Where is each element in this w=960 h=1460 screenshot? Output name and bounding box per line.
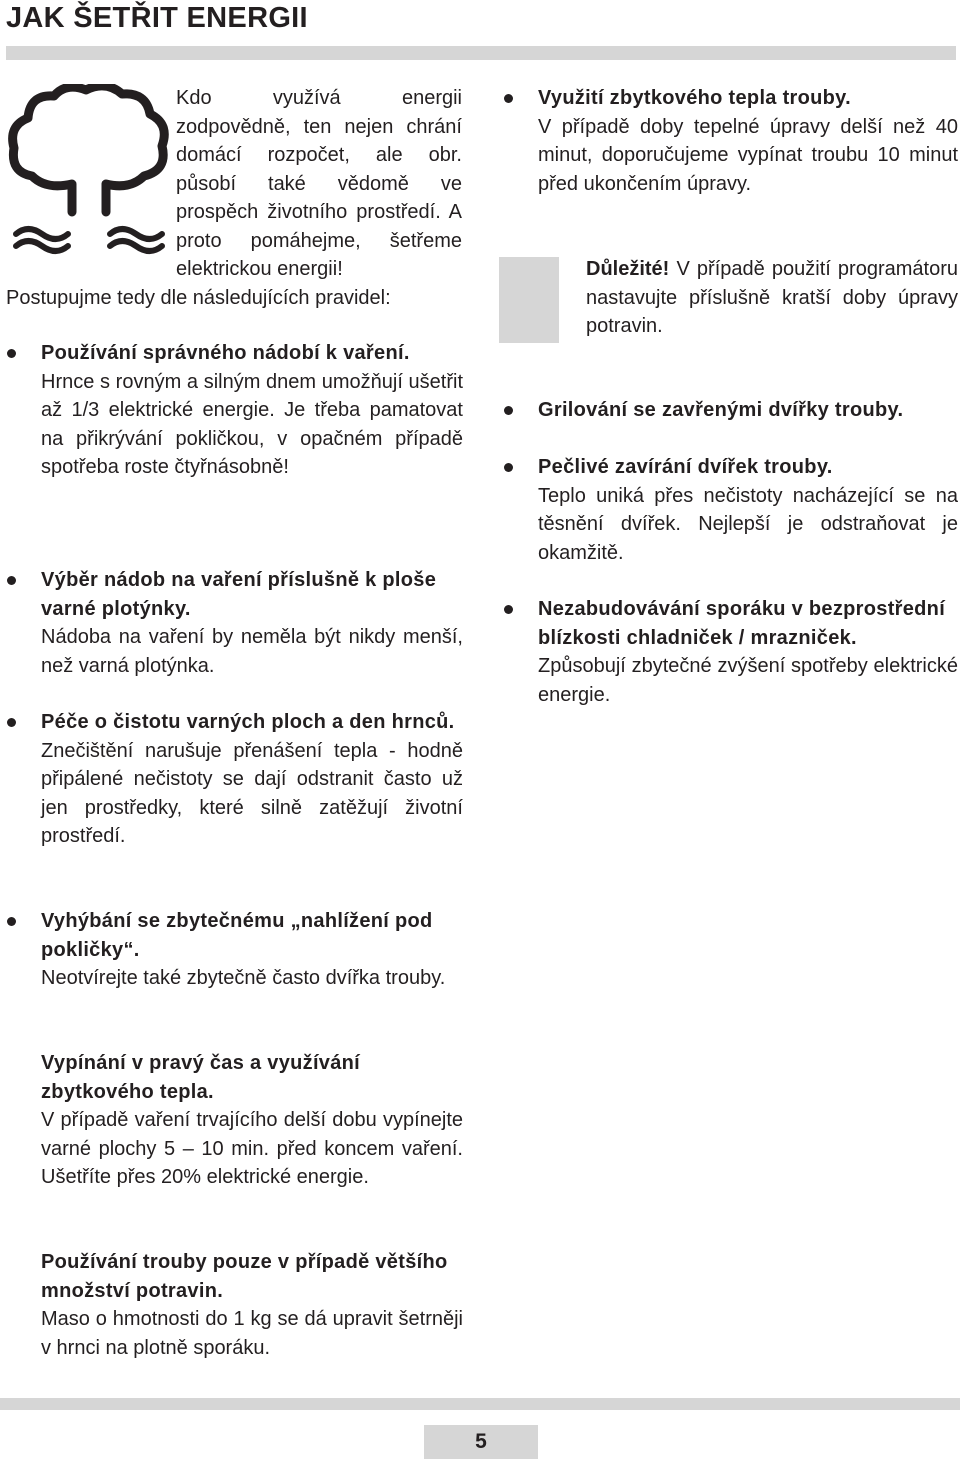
item-body: Maso o hmotnosti do 1 kg se dá upravit šetrněji v hrnci na plotně sporáku. <box>41 1308 463 1359</box>
item-body: V případě vaření trvajícího delší dobu vypínejte varné plochy 5 – 10 min. před koncem vaření. Ušetříte přes 20% elektrické energie. <box>41 1109 463 1188</box>
list-item <box>41 1248 463 1362</box>
item-heading: Pečlivé zavírání dvířek trouby. <box>538 456 833 478</box>
item-body: Hrnce s rovným a silným dnem umožňují ušetřit až 1/3 elektrické energie. Je třeba pamatovat na přikrývání pokličkou, v opačném případě spotřeba roste čtyřnásobně! <box>41 370 463 478</box>
list-item <box>538 84 958 198</box>
important-note <box>586 255 958 341</box>
bullet <box>504 463 513 472</box>
item-body: Způsobují zbytečné zvýšení spotřeby elektrické energie. <box>538 655 958 706</box>
bullet <box>504 605 513 614</box>
bullet <box>7 349 16 358</box>
item-body: V případě doby tepelné úpravy delší než 40 minut, doporučujeme vypínat troubu 10 minut před ukončením úpravy. <box>538 115 958 195</box>
item-body: Neotvírejte také zbytečně často dvířka trouby. <box>41 967 446 989</box>
item-heading: Grilování se zavřenými dvířky trouby. <box>538 399 904 421</box>
page-number: 5 <box>424 1425 538 1459</box>
important-text: V případě použití programátoru nastavujte příslušně kratší doby úpravy potravin. <box>586 258 958 337</box>
item-heading: Používání trouby pouze v případě většího množství potravin. <box>41 1251 448 1302</box>
page-title: JAK ŠETŘIT ENERGII <box>6 2 308 34</box>
bullet <box>7 917 16 926</box>
item-body: Znečištění narušuje přenášení tepla - hodně připálené nečistoty se dají odstranit často už jen prostředky, které silně zatěžují životní prostředí. <box>41 739 463 847</box>
important-label: Důležité! <box>586 258 670 280</box>
intro-text: Kdo využívá energii zodpovědně, ten nejen chrání domácí rozpočet, ale obr. působí také vědomě ve prospěch životního prostředí. A proto pomáhejme, šetřeme elektrickou energii! <box>176 87 462 280</box>
intro-lead: Postupujme tedy dle následujících pravidel: <box>6 287 391 309</box>
footer-rule <box>0 1398 960 1410</box>
notice-marker <box>499 257 559 343</box>
bullet <box>504 406 513 415</box>
item-heading: Vypínání v pravý čas a využívání zbytkového tepla. <box>41 1052 361 1103</box>
tree-icon <box>6 84 172 264</box>
item-body: Teplo uniká přes nečistoty nacházející se na těsnění dvířek. Nejlepší je odstraňovat je okamžitě. <box>538 484 958 564</box>
list-item <box>41 708 463 851</box>
bullet <box>7 576 16 585</box>
list-item <box>538 453 958 567</box>
header-rule <box>6 46 956 60</box>
list-item <box>41 566 463 680</box>
list-item <box>538 396 958 425</box>
bullet <box>7 718 16 727</box>
item-heading: Vyhýbání se zbytečnému „nahlížení pod pokličky“. <box>41 910 433 961</box>
list-item <box>41 339 463 482</box>
list-item <box>538 595 958 709</box>
list-item <box>41 907 463 993</box>
item-heading: Využití zbytkového tepla trouby. <box>538 87 851 109</box>
list-item <box>41 1049 463 1192</box>
item-body: Nádoba na vaření by neměla být nikdy menší, než varná plotýnka. <box>41 626 463 677</box>
item-heading: Používání správného nádobí k vaření. <box>41 342 410 364</box>
item-heading: Nezabudovávání sporáku v bezprostřední blízkosti chladniček / mrazniček. <box>538 598 946 649</box>
bullet <box>504 94 513 103</box>
item-heading: Péče o čistotu varných ploch a den hrnců. <box>41 711 455 733</box>
item-heading: Výběr nádob na vaření příslušně k ploše varné plotýnky. <box>41 569 437 620</box>
